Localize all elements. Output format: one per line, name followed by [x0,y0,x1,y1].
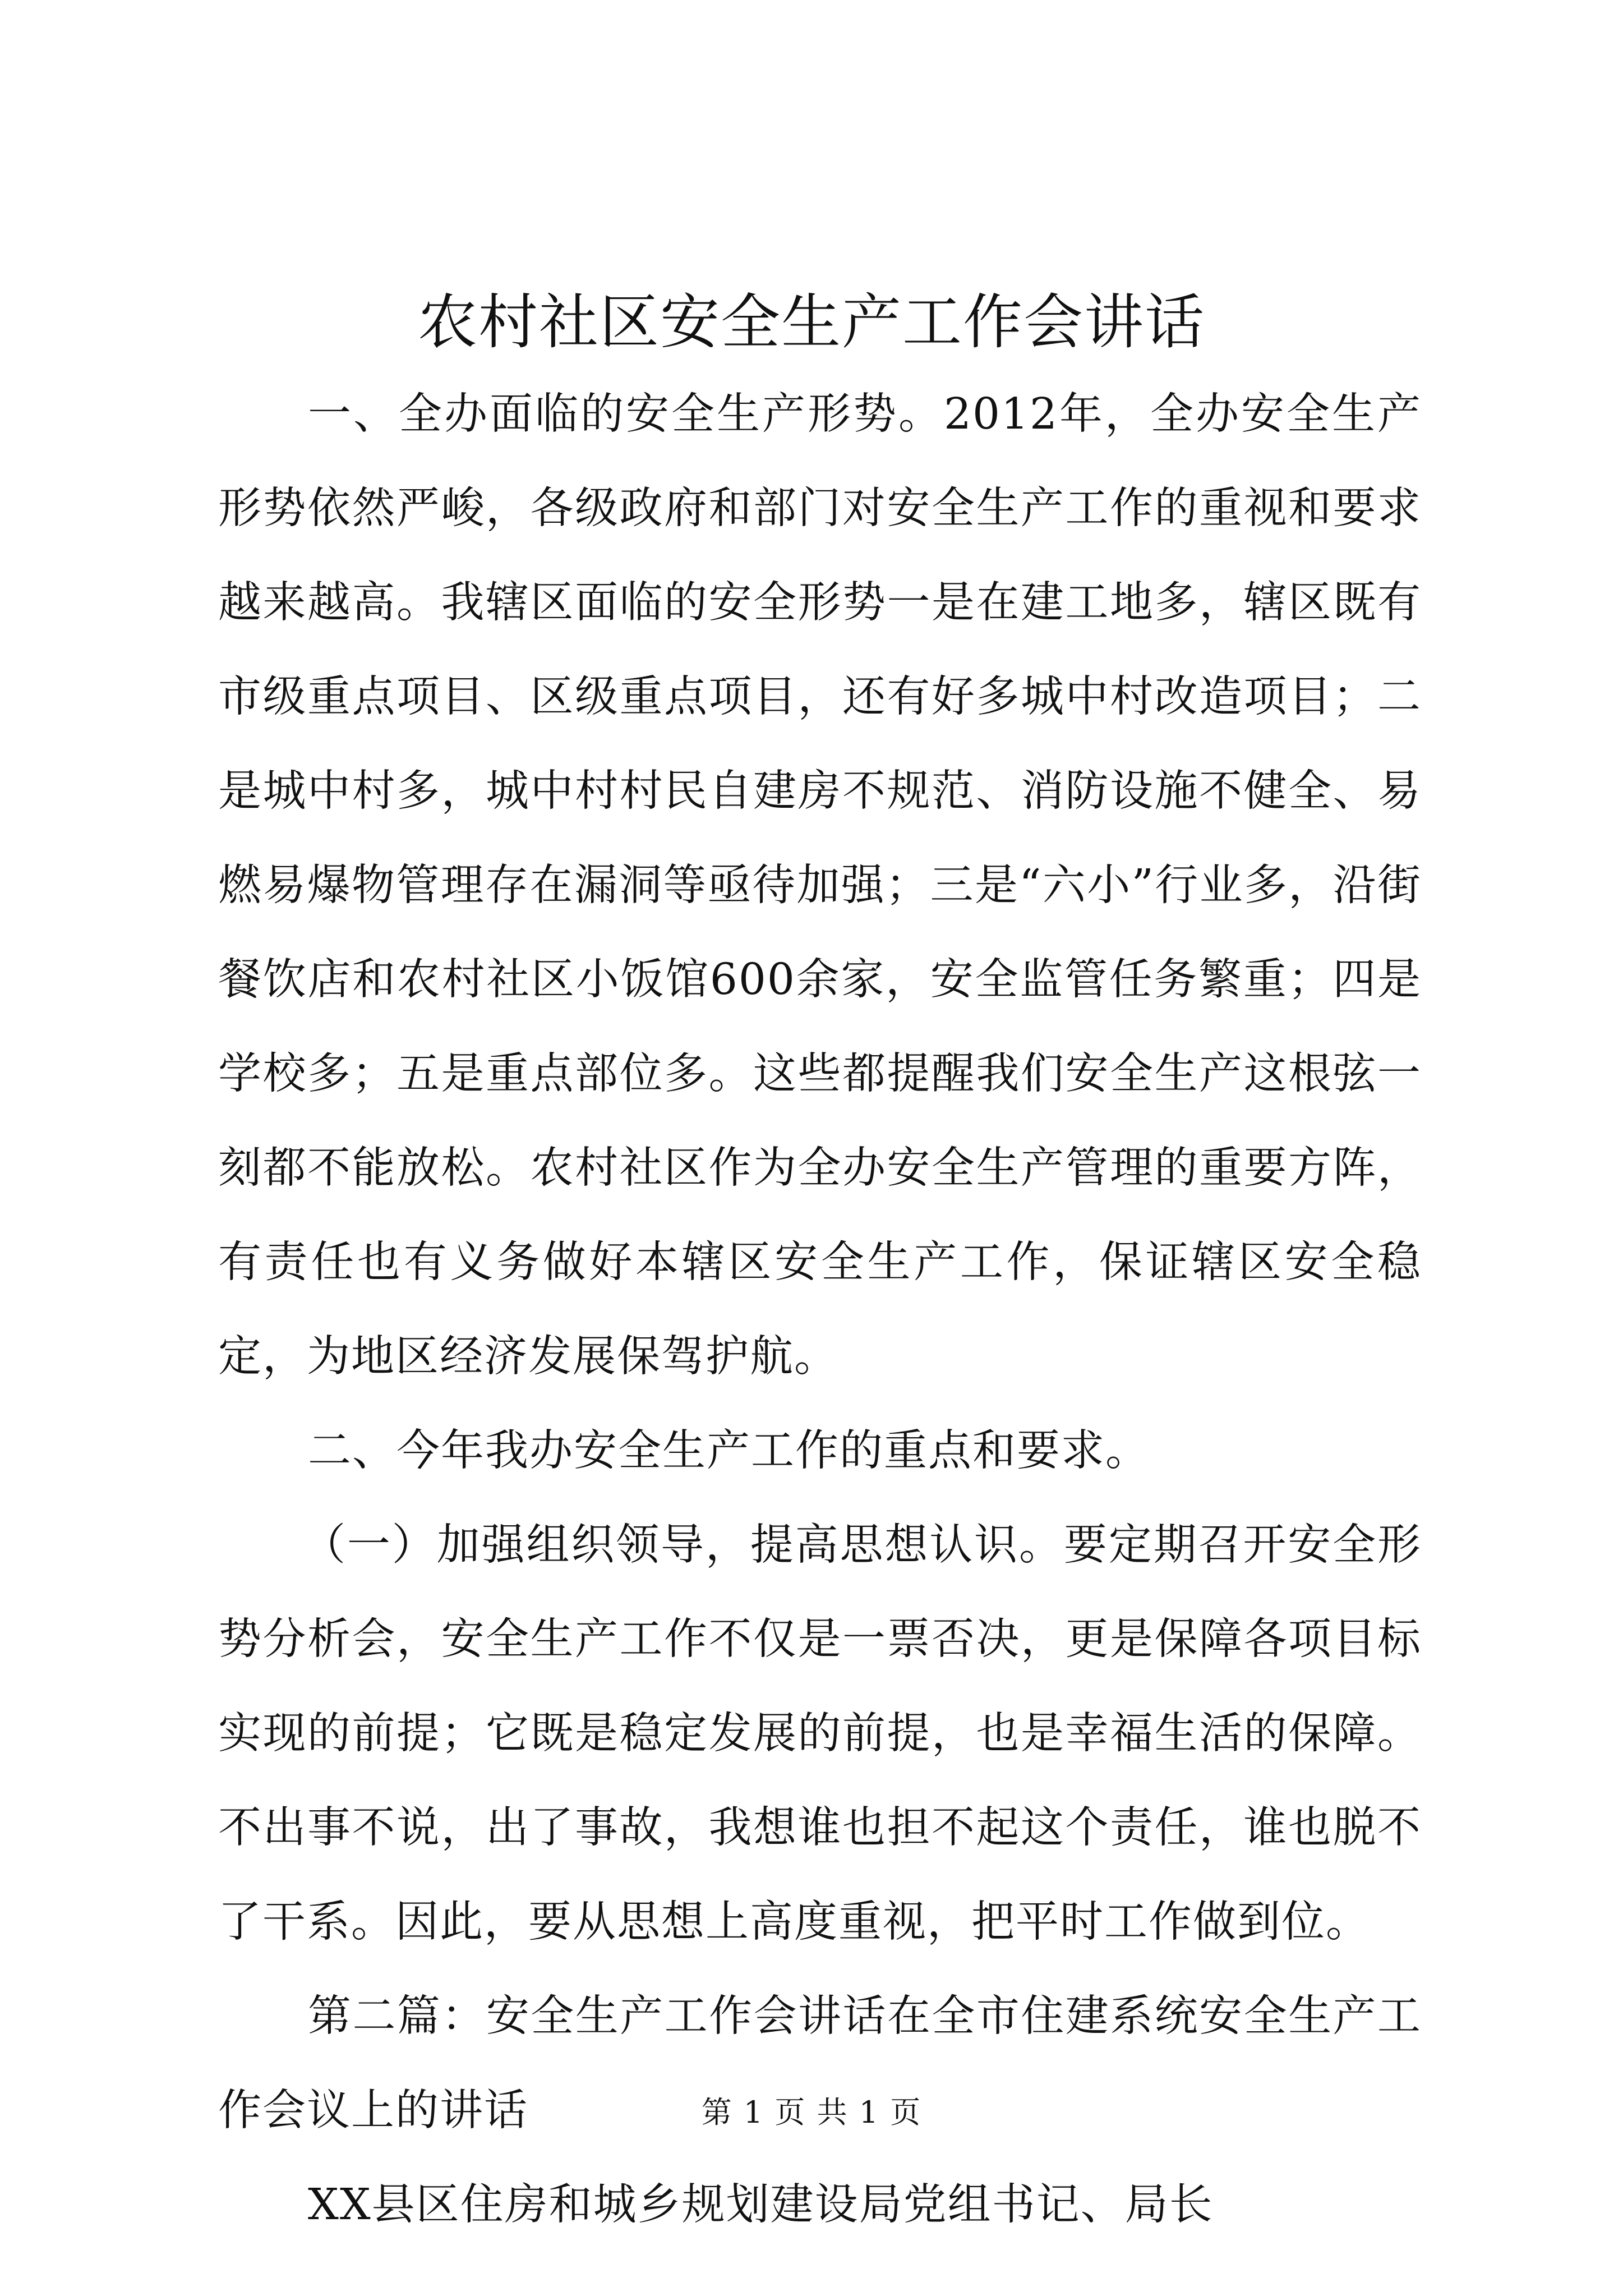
paragraph-safety-situation: 一、全办面临的安全生产形势。2012年，全办安全生产形势依然严峻，各级政府和部门对安全生产工作的重视和要求越来越高。我辖区面临的安全形势一是在建工地多，辖区既有市级重点项目、区级重点项目，还有好多城中村改造项目；二是城中村多，城中村村民自建房不规范、消防设施不健全、易燃易爆物管理存在漏洞等亟待加强；三是“六小”行业多，沿街餐饮店和农村社区小饭馆600余家，安全监管任务繁重；四是学校多；五是重点部位多。这些都提醒我们安全生产这根弦一刻都不能放松。农村社区作为全办安全生产管理的重要方阵，有责任也有义务做好本辖区安全生产工作，保证辖区安全稳定，为地区经济发展保驾护航。 [218,389,1422,1382]
document-title: 农村社区安全生产工作会讲话 [418,288,1205,357]
paragraph-speaker-position: XX县区住房和城乡规划建设局党组书记、局长 [308,2180,1214,2230]
paragraph-key-points-heading: 二、今年我办安全生产工作的重点和要求。 [308,1426,1150,1476]
document-body [218,367,1422,2252]
paragraph-second-article-title: 第二篇：安全生产工作会讲话在全市住建系统安全生产工作会议上的讲话 [218,1991,1422,2136]
paragraph-organization-leadership: （一）加强组织领导，提高思想认识。要定期召开安全形势分析会，安全生产工作不仅是一票否决，更是保障各项目标实现的前提；它既是稳定发展的前提，也是幸福生活的保障。不出事不说，出了事故，我想谁也担不起这个责任，谁也脱不了干系。因此，要从思想上高度重视，把平时工作做到位。 [218,1520,1422,1947]
page-number-footer: 第 1 页 共 1 页 [701,2095,922,2130]
